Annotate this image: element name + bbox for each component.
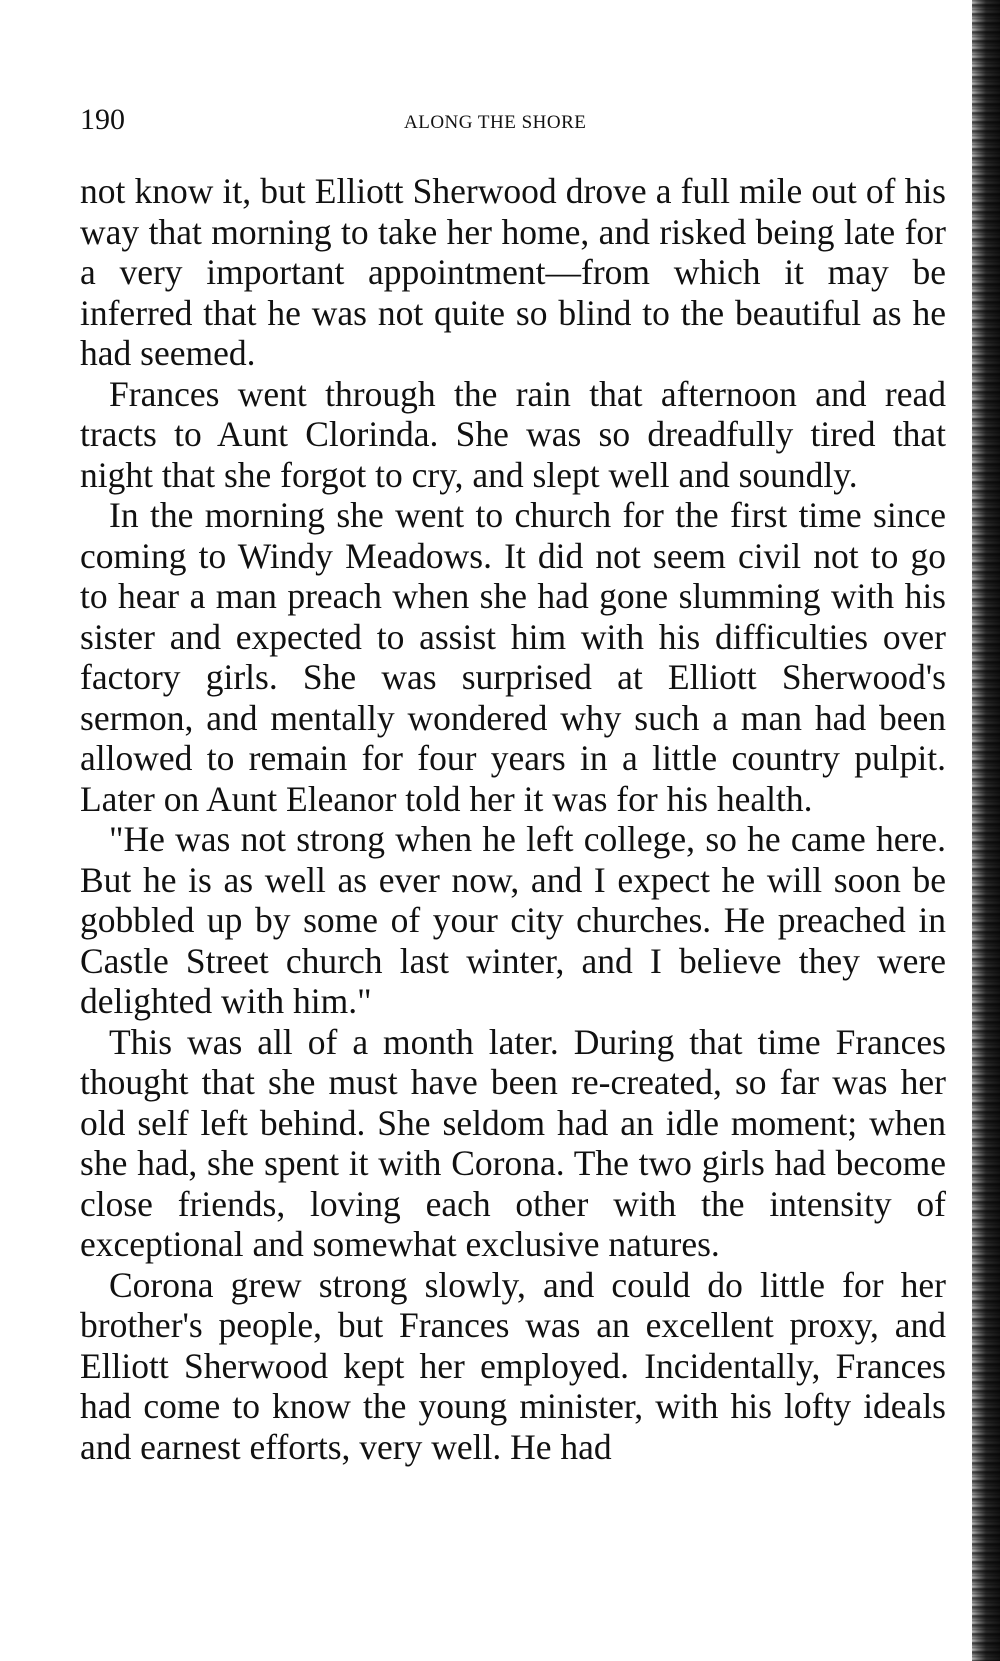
paragraph: Frances went through the rain that afternoon and read tracts to Aunt Clorinda. She was so dreadfully tired that night that she forgot to cry, and slept well and soundly. <box>80 373 946 495</box>
paragraph: In the morning she went to church for the first time since coming to Windy Meadows. It did not seem civil not to go to hear a man preach when she had gone slumming with his sister and expected to assist him with his difficulties over factory girls. She was surprised at Elliott Sherwood's sermon, and mentally wondered why such a man had been allowed to remain for four years in a little country pulpit. Later on Aunt Eleanor told her it was for his health. <box>80 495 946 819</box>
page-edge-shadow <box>972 0 1000 1661</box>
paragraph: not know it, but Elliott Sherwood drove a full mile out of his way that morning to take her home, and risked being late for a very important appointment—from which it may be inferred that he was not quite so blind to the beautiful as he had seemed. <box>80 171 946 373</box>
paragraph: This was all of a month later. During that time Frances thought that she must have been re-created, so far was her old self left behind. She seldom had an idle moment; when she had, she spent it with Corona. The two girls had become close friends, loving each other with the intensity of exceptional and somewhat exclusive natures. <box>80 1021 946 1264</box>
paragraph: Corona grew strong slowly, and could do little for her brother's people, but Frances was an excellent proxy, and Elliott Sherwood kept her employed. Incidentally, Frances had come to know the young minister, with his lofty ideals and earnest efforts, very well. He had <box>80 1264 946 1467</box>
running-head: ALONG THE SHORE <box>404 112 587 133</box>
paragraph: "He was not strong when he left college, so he came here. But he is as well as ever now, and I expect he will soon be gobbled up by some of your city churches. He preached in Castle Street church last winter, and I believe they were delighted with him." <box>80 819 946 1021</box>
body-text <box>80 171 946 1467</box>
page-number: 190 <box>80 103 125 136</box>
